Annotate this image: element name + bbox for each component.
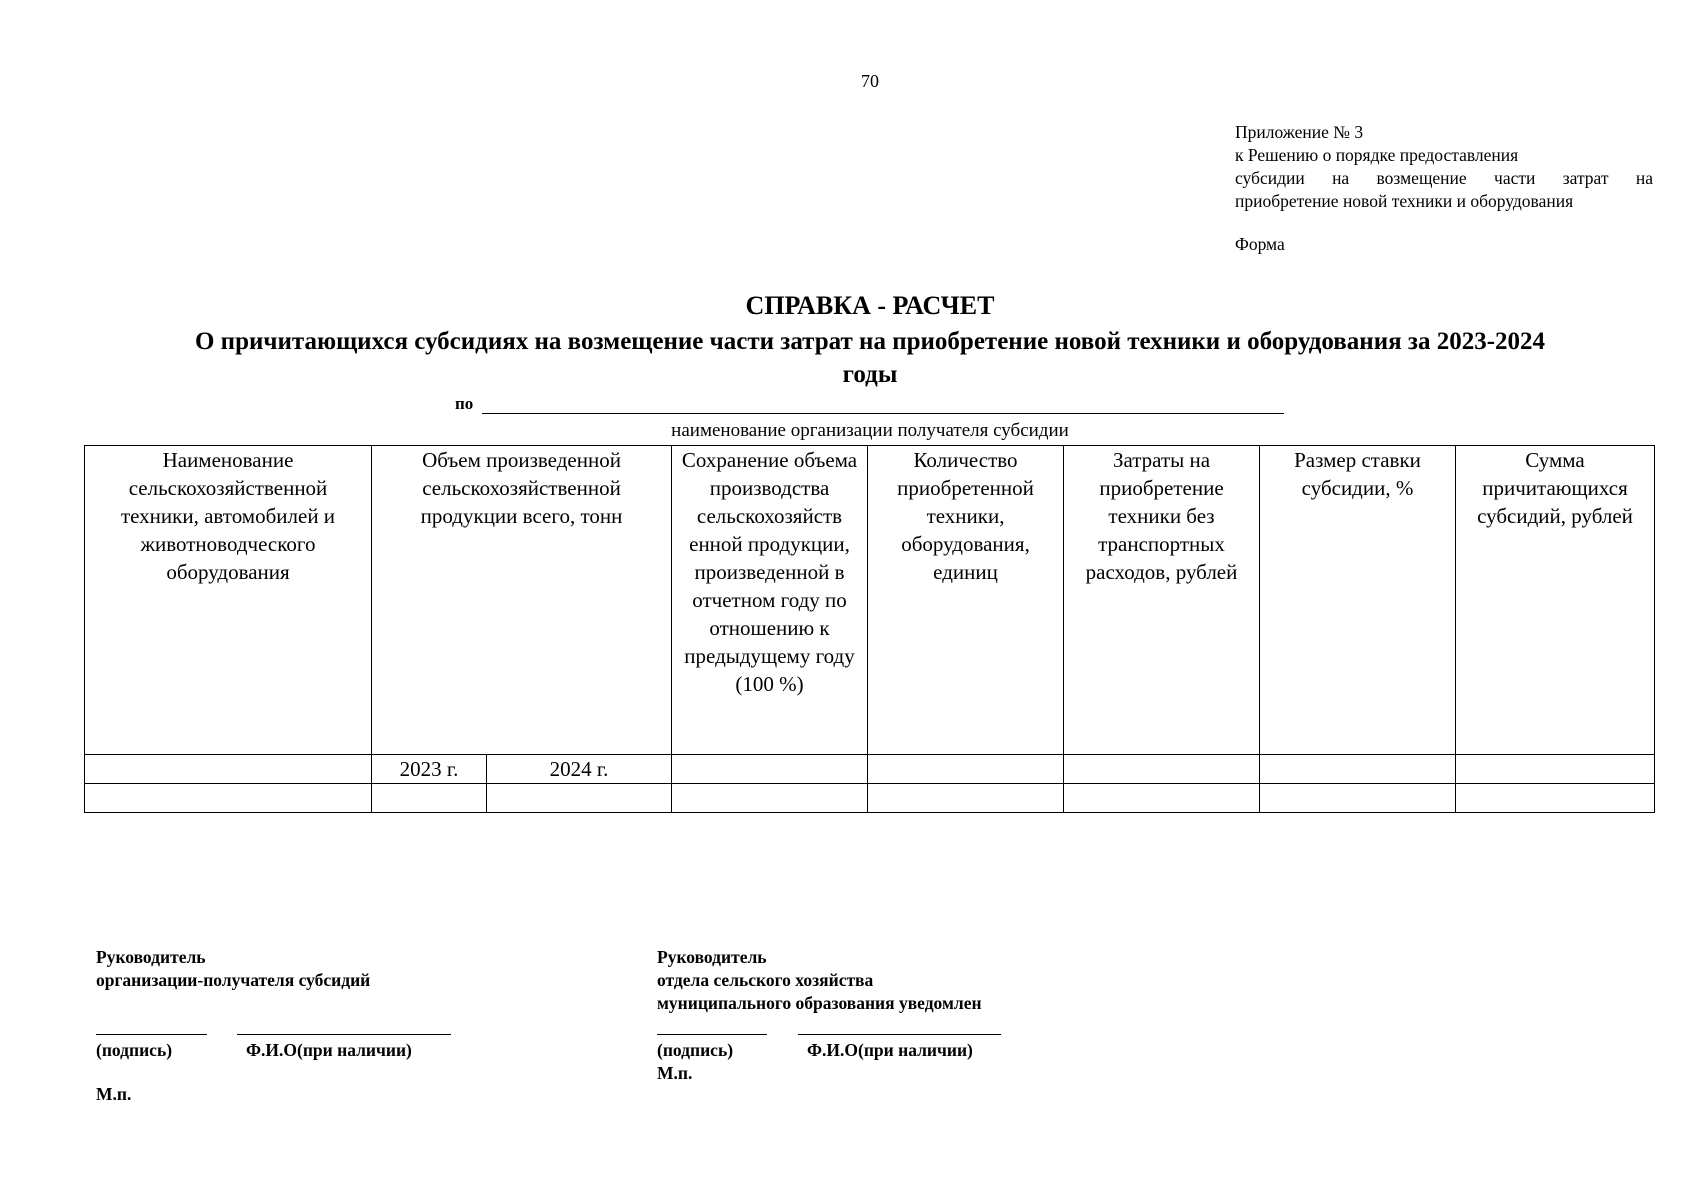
table-cell (1456, 755, 1655, 784)
right-signature-field[interactable] (657, 1034, 767, 1035)
table-cell (1064, 755, 1260, 784)
table-cell[interactable] (85, 784, 372, 813)
page-number: 70 (861, 71, 879, 91)
right-signatory-line-2: отдела сельского хозяйства (657, 970, 874, 990)
table-cell[interactable] (1260, 784, 1456, 813)
document-title: СПРАВКА - РАСЧЕТ (745, 291, 995, 320)
header-costs: Затраты на приобретение техники без транспортных расходов, рублей (1064, 446, 1260, 755)
header-subsidy-sum: Сумма причитающихся субсидий, рублей (1456, 446, 1655, 755)
appendix-line-2: субсидии на возмещение части затрат на (1235, 168, 1653, 188)
left-stamp-label: М.п. (96, 1084, 132, 1104)
right-stamp-label: М.п. (657, 1063, 693, 1083)
org-caption: наименование организации получателя субсидии (671, 420, 1069, 441)
appendix-line-1: к Решению о порядке предоставления (1235, 145, 1519, 165)
header-production-retention: Сохранение объема производства сельскохозяйств енной продукции, произведенной в отчетном году по отношению к предыдущему году (100 %) (672, 446, 868, 755)
table-cell[interactable] (1456, 784, 1655, 813)
table-row (85, 755, 1655, 784)
right-name-field[interactable] (798, 1034, 1001, 1035)
table-cell (672, 755, 868, 784)
left-signature-label: (подпись) (96, 1040, 173, 1060)
year-2024: 2024 г. (487, 755, 672, 784)
subtitle-line-2: годы (842, 361, 898, 388)
calculation-table (84, 445, 1655, 813)
table-cell (868, 755, 1064, 784)
document-subtitle (90, 325, 1650, 391)
table-cell[interactable] (1064, 784, 1260, 813)
appendix-title: Приложение № 3 (1235, 122, 1364, 142)
header-equipment-name: Наименование сельскохозяйственной техники, автомобилей и животноводческого оборудования (85, 446, 372, 755)
table-cell[interactable] (487, 784, 672, 813)
form-label: Форма (1235, 234, 1285, 254)
org-prefix: по (455, 394, 474, 413)
header-rate: Размер ставки субсидии, % (1260, 446, 1456, 755)
right-signatory-line-1: Руководитель (657, 947, 767, 967)
table-cell[interactable] (672, 784, 868, 813)
header-equipment-count: Количество приобретенной техники, оборудования, единиц (868, 446, 1064, 755)
right-signatory-line-3: муниципального образования уведомлен (657, 993, 982, 1013)
table-header-row (85, 446, 1655, 755)
left-signatory-line-2: организации-получателя субсидий (96, 970, 371, 990)
table-cell (1260, 755, 1456, 784)
left-signatory-title (96, 946, 370, 992)
appendix-line-3: приобретение новой техники и оборудования (1235, 191, 1574, 211)
left-signature-field[interactable] (96, 1034, 207, 1035)
org-name-field[interactable] (482, 413, 1284, 414)
left-name-label: Ф.И.О(при наличии) (246, 1040, 412, 1060)
left-name-field[interactable] (237, 1034, 451, 1035)
right-signatory-title (657, 946, 982, 1015)
table-cell[interactable] (372, 784, 487, 813)
table-cell (85, 755, 372, 784)
right-signature-label: (подпись) (657, 1040, 734, 1060)
appendix-block (1235, 121, 1653, 256)
table-cell[interactable] (868, 784, 1064, 813)
subtitle-line-1: О причитающихся субсидиях на возмещение части затрат на приобретение новой техники и оборудования за 2023-2024 (194, 328, 1546, 355)
left-signatory-line-1: Руководитель (96, 947, 206, 967)
right-name-label: Ф.И.О(при наличии) (807, 1040, 973, 1060)
table-row (85, 784, 1655, 813)
header-production-volume: Объем произведенной сельскохозяйственной продукции всего, тонн (372, 446, 672, 755)
year-2023: 2023 г. (372, 755, 487, 784)
